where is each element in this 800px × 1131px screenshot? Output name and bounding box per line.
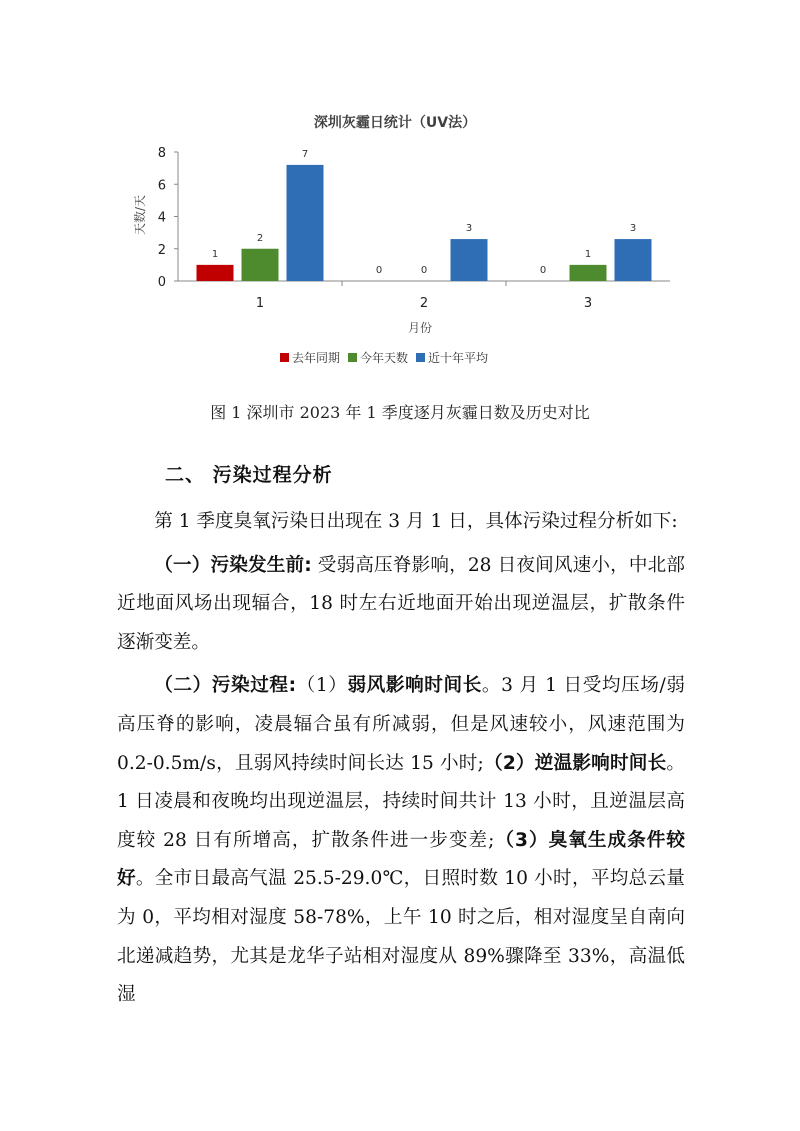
- item-3-title: （3）臭氧生成条件较好: [117, 829, 685, 890]
- data-label: 0: [375, 265, 383, 276]
- paragraph-pollution-process: [117, 667, 685, 1014]
- bar: [615, 239, 652, 281]
- legend-label: 近十年平均: [428, 351, 489, 365]
- item-1-title: 弱风影响时间长: [347, 675, 482, 697]
- data-label: 1: [211, 248, 219, 260]
- paragraph-pollution-process-heading: （二）污染过程:: [154, 675, 297, 697]
- data-label: 1: [584, 248, 592, 260]
- haze-days-chart: [120, 100, 680, 385]
- y-tick-label: 4: [157, 210, 166, 226]
- data-label: 3: [629, 223, 637, 235]
- bar: [287, 165, 324, 281]
- x-tick-label: 1: [255, 296, 265, 311]
- data-label: 2: [256, 232, 264, 244]
- bar: [451, 239, 488, 281]
- y-tick-label: 0: [157, 275, 166, 290]
- y-axis-title: 天数/天: [133, 194, 147, 236]
- body-text: [117, 503, 685, 1020]
- bar: [570, 265, 607, 281]
- x-tick-label: 2: [419, 296, 429, 311]
- chart-title: 深圳灰霾日统计（UV法）: [313, 115, 477, 131]
- item-1-text: 。3 月 1 日受均压场/弱高压脊的影响，凌晨辐合虽有所减弱，但是风速较小，风速范围为 0.2-0.5m/s，且弱风持续时间长达 15 小时;: [117, 675, 685, 774]
- x-axis-title: 月份: [407, 321, 433, 335]
- y-tick-label: 8: [157, 146, 166, 161]
- bar: [197, 265, 234, 281]
- data-label: 0: [420, 265, 428, 276]
- item-2-title: （2）逆温影响时间长: [483, 752, 667, 774]
- section-heading: 二、 污染过程分析: [165, 464, 333, 486]
- paragraph-before-pollution-text: 受弱高压脊影响，28 日夜间风速小，中北部近地面风场出现辐合，18 时左右近地面开始出现逆温层，扩散条件逐渐变差。: [117, 554, 686, 653]
- data-label: 0: [539, 265, 547, 276]
- legend-swatch: [280, 353, 289, 362]
- data-label: 3: [465, 223, 473, 235]
- paragraph-before-pollution-heading: （一）污染发生前:: [154, 554, 312, 576]
- figure-caption: 图 1 深圳市 2023 年 1 季度逐月灰霾日数及历史对比: [210, 403, 590, 422]
- y-tick-label: 2: [157, 242, 166, 258]
- bar: [242, 249, 279, 281]
- legend-label: 今年天数: [360, 351, 409, 365]
- chart-svg: [120, 100, 680, 385]
- item-2-text: 。1 日凌晨和夜晚均出现逆温层，持续时间共计 13 小时，且逆温层高度较 28 日有所增高，扩散条件进一步变差;: [117, 752, 685, 851]
- legend: [280, 350, 488, 365]
- paragraph-intro: [117, 503, 685, 542]
- legend-swatch: [348, 353, 357, 362]
- x-tick-label: 3: [583, 296, 593, 311]
- plot-area: [158, 146, 670, 311]
- legend-swatch: [416, 353, 425, 362]
- paragraph-intro-text: 第 1 季度臭氧污染日出现在 3 月 1 日，具体污染过程分析如下:: [154, 511, 678, 532]
- item-3-text: 。全市日最高气温 25.5-29.0℃，日照时数 10 小时，平均总云量为 0，平均相对湿度 58-78%，上午 10 时之后，相对湿度呈自南向北递减趋势，尤其是龙华子站相对湿度从 89%骤降至 33%，高温低湿: [117, 868, 685, 1006]
- legend-label: 去年同期: [292, 351, 341, 365]
- item-1-number: （1）: [296, 675, 348, 697]
- data-label: 7: [301, 148, 309, 160]
- paragraph-before-pollution: [117, 547, 685, 663]
- y-tick-label: 6: [157, 178, 166, 194]
